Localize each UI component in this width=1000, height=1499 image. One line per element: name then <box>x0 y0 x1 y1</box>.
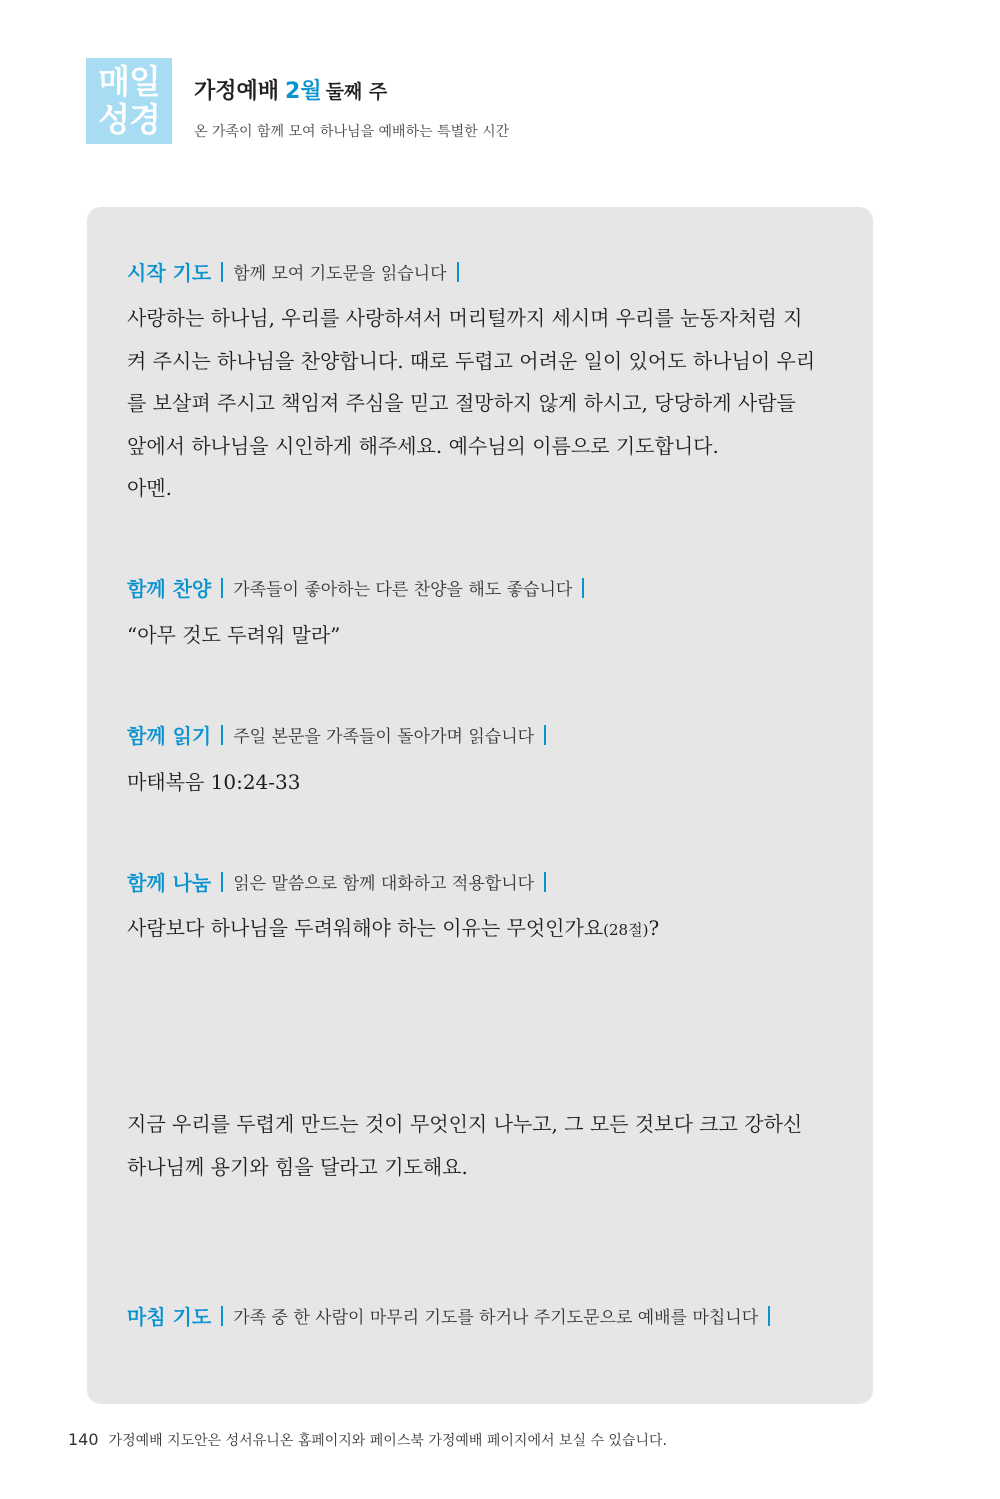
praise-heading <box>127 573 594 602</box>
closing-prayer-heading <box>127 1301 780 1330</box>
logo-line-1: 매일 <box>98 62 160 101</box>
prayer-paragraph: 사랑하는 하나님, 우리를 사랑하셔서 머리털까지 세시며 우리를 눈동자처럼 지켜 주시는 하나님을 찬양합니다. 때로 두렵고 어려운 일이 있어도 하나님이 우리를 보살펴 주시고 책임져 주심을 믿고 절망하지 않게 하시고, 당당하게 사람들 앞에서 하나님을 시인하게 해주세요. 예수님의 이름으로 기도합니다. <box>127 306 816 458</box>
section-desc: 가족 중 한 사람이 마무리 기도를 하거나 주기도문으로 예배를 마칩니다 <box>233 1308 759 1328</box>
sharing-question-1 <box>127 907 817 952</box>
section-label: 시작 기도 <box>127 261 212 285</box>
opening-prayer-text <box>127 297 817 510</box>
divider-bar <box>221 578 223 598</box>
page-subtitle: 온 가족이 함께 모여 하나님을 예배하는 특별한 시간 <box>194 124 510 140</box>
divider-bar <box>221 262 223 282</box>
verse-ref: (28절) <box>603 921 649 939</box>
page-footer <box>68 1430 667 1450</box>
title-month: 2월 <box>285 79 322 104</box>
scripture-reference: 마태복음 10:24-33 <box>127 770 301 794</box>
section-label: 함께 찬양 <box>127 577 212 601</box>
section-label: 마침 기도 <box>127 1305 212 1329</box>
section-desc: 가족들이 좋아하는 다른 찬양을 해도 좋습니다 <box>233 580 573 600</box>
page-title <box>194 74 387 105</box>
reading-heading <box>127 720 556 749</box>
title-week: 둘째 주 <box>325 81 388 103</box>
section-label: 함께 읽기 <box>127 724 212 748</box>
divider-bar <box>221 1306 223 1326</box>
divider-bar <box>768 1306 770 1326</box>
divider-bar <box>544 725 546 745</box>
opening-prayer-heading <box>127 257 469 286</box>
divider-bar <box>221 725 223 745</box>
divider-bar <box>544 872 546 892</box>
sharing-question-2: 지금 우리를 두렵게 만드는 것이 무엇인지 나누고, 그 모든 것보다 크고 강하신 하나님께 용기와 힘을 달라고 기도해요. <box>127 1112 803 1179</box>
title-text: 가정예배 <box>194 79 280 104</box>
question-text: 사람보다 하나님을 두려워해야 하는 이유는 무엇인가요 <box>127 916 604 940</box>
question-mark: ? <box>648 916 660 940</box>
divider-bar <box>582 578 584 598</box>
divider-bar <box>221 872 223 892</box>
divider-bar <box>457 262 459 282</box>
footer-note: 가정예배 지도안은 성서유니온 홈페이지와 페이스북 가정예배 페이지에서 보실 수 있습니다. <box>108 1433 667 1449</box>
section-desc: 읽은 말씀으로 함께 대화하고 적용합니다 <box>233 874 535 894</box>
section-desc: 주일 본문을 가족들이 돌아가며 읽습니다 <box>233 727 535 747</box>
amen-text: 아멘. <box>127 476 172 500</box>
sharing-heading <box>127 867 556 896</box>
section-desc: 함께 모여 기도문을 읽습니다 <box>233 264 447 284</box>
section-label: 함께 나눔 <box>127 871 212 895</box>
page-number: 140 <box>68 1430 99 1449</box>
praise-song-title: “아무 것도 두려워 말라” <box>127 623 341 647</box>
logo-line-2: 성경 <box>98 100 160 139</box>
daily-bible-logo <box>86 58 172 144</box>
